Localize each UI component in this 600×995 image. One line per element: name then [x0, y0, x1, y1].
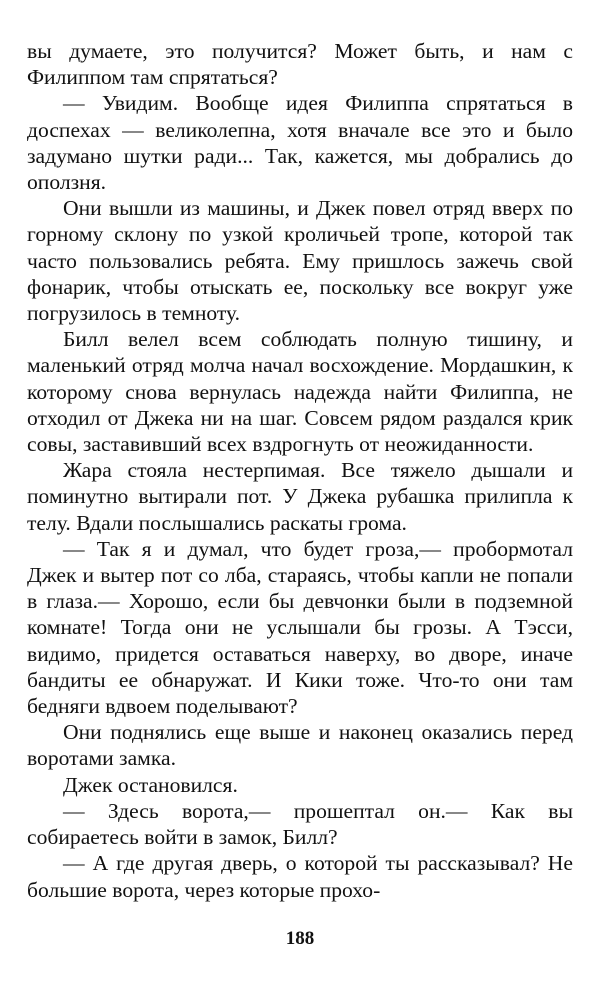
paragraph-1: вы думаете, это получится? Может быть, и нам с Филиппом там спрятаться? — [27, 39, 573, 90]
paragraph-2: — Увидим. Вообще идея Филиппа спрятаться в доспехах — великолепна, хотя вначале все это и было задумано шутки ради... Так, кажется, мы добрались до оползня. — [27, 91, 573, 195]
page-number: 188 — [285, 928, 315, 949]
paragraph-10: — А где другая дверь, о которой ты рассказывал? Не большие ворота, через которые прохо- — [27, 851, 573, 902]
paragraph-3: Они вышли из машины, и Джек повел отряд вверх по горному склону по узкой кроличьей тропе, которой так часто пользовались ребята. Ему пришлось зажечь свой фонарик, чтобы отыскать ее, поскольку все вокруг уже погрузилось в темноту. — [27, 196, 573, 326]
paragraph-4: Билл велел всем соблюдать полную тишину, и маленький отряд молча начал восхождение. Мордашкин, к которому снова вернулась надежда найти Филиппа, не отходил от Джека ни на шаг. Совсем рядом раздался крик совы, заставивший всех вздрогнуть от неожиданности. — [27, 327, 573, 457]
paragraph-5: Жара стояла нестерпимая. Все тяжело дышали и поминутно вытирали пот. У Джека рубашка прилипла к телу. Вдали послышались раскаты грома. — [27, 458, 573, 535]
paragraph-9: — Здесь ворота,— прошептал он.— Как вы собираетесь войти в замок, Билл? — [27, 798, 573, 850]
paragraph-8: Джек остановился. — [63, 772, 238, 797]
page-body — [27, 38, 573, 903]
paragraph-7: Они поднялись еще выше и наконец оказались перед воротами замка. — [27, 720, 573, 771]
paragraph-6: — Так я и думал, что будет гроза,— пробормотал Джек и вытер пот со лба, стараясь, чтобы капли не попали в глаза.— Хорошо, если бы девчонки были в подземной комнате! Тогда они не услышали бы грозы. А Тэсси, видимо, придется оставаться наверху, во дворе, иначе бандиты ее обнаружат. И Кики тоже. Что-то они там бедняги вдвоем поделывают? — [27, 536, 573, 719]
